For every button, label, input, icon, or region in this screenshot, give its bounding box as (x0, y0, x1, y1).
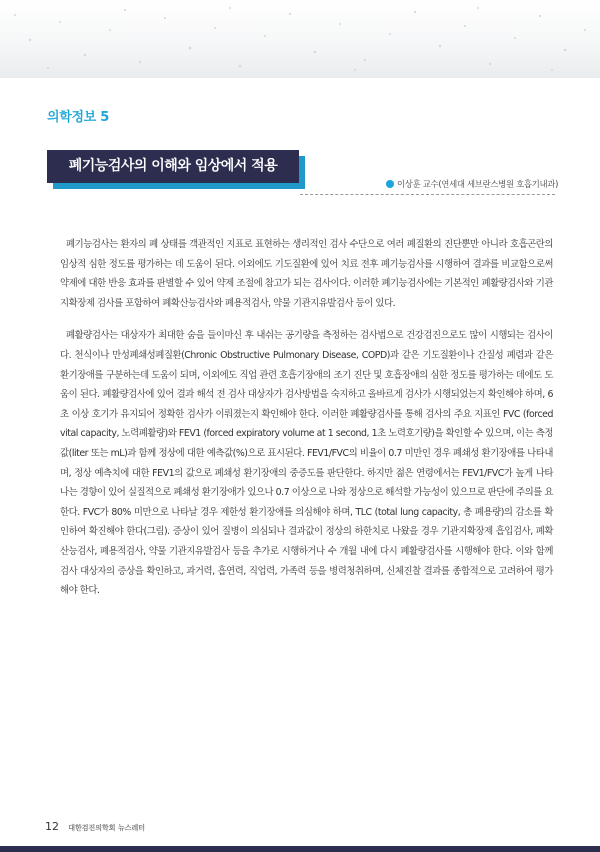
article-body (60, 235, 553, 601)
author-name: 이상훈 교수(연세대 세브란스병원 호흡기내과) (397, 179, 559, 189)
bullet-dot-icon (386, 180, 394, 188)
page-number: 12 (45, 820, 59, 833)
dot-pattern-decoration (0, 0, 600, 78)
header-background (0, 0, 600, 78)
article-title-block (47, 150, 307, 190)
publication-name: 대한검진의학회 뉴스레터 (68, 824, 146, 832)
paragraph-2: 폐활량검사는 대상자가 최대한 숨을 들이마신 후 내쉬는 공기량을 측정하는 검사법으로 건강검진으로도 많이 시행되는 검사이다. 천식이나 만성폐쇄성폐질환(Chronic Obstructive Pulmonary Disease, COPD)과 같은 기도질환이나 간질성 폐렴과 같은 환기장애를 구분하는데 도움이 되며, 이외에도 직업 관련 호흡기장애의 조기 진단 및 호흡장애의 심한 정도를 평가하는 데에도 도움이 된다. 폐활량검사에 있어 결과 해석 전 검사 대상자가 검사방법을 숙지하고 올바르게 검사가 시행되었는지 확인해야 하며, 6초 이상 호기가 유지되어 정확한 검사가 이뤄졌는지 확인해야 한다. 이러한 폐활량검사를 통해 검사의 주요 지표인 FVC (forced vital capacity, 노력폐활량)와 FEV1 (forced expiratory volume at 1 second, 1초 노력호기량)을 확인할 수 있으며, 이는 측정값(liter 또는 mL)과 함께 정상에 대한 예측값(%)으로 표시된다. FEV1/FVC의 비율이 0.7 미만인 경우 폐쇄성 환기장애를 나타내며, 정상 예측치에 대한 FEV1의 값으로 폐쇄성 환기장애의 중증도를 판단한다. 하지만 젊은 연령에서는 FEV1/FVC가 높게 나타나는 경향이 있어 실질적으로 폐쇄성 환기장애가 있으나 0.7 이상으로 나와 정상으로 해석할 가능성이 있으므로 판단에 주의를 요한다. FVC가 80% 미만으로 나타날 경우 제한성 환기장애를 의심해야 하며, TLC (total lung capacity, 총 폐용량)의 감소를 확인하여 확진해야 한다(그림). 증상이 있어 질병이 의심되나 결과값이 정상의 하한치로 나왔을 경우 기관지확장제 흡입검사, 폐확산능검사, 폐용적검사, 약물 기관지유발검사 등을 추가로 시행하거나 수 개월 내에 다시 폐활량검사를 시행해야 한다. 이와 함께 검사 대상자의 증상을 확인하고, 과거력, 흡연력, 직업력, 가족력 등을 병력청취하며, 신체진찰 결과를 종합적으로 고려하여 평가해야 한다. (60, 330, 553, 597)
paragraph-1: 폐기능검사는 환자의 폐 상태를 객관적인 지표로 표현하는 생리적인 검사 수단으로 여러 폐질환의 진단뿐만 아니라 호흡곤란의 임상적 심한 정도를 평가하는 데 도움이 된다. 이외에도 기도질환에 있어 치료 전후 폐기능검사를 시행하여 결과를 비교함으로써 약제에 대한 반응 효과를 판별할 수 있어 약제 조절에 참고가 되는 검사이다. 이러한 폐기능검사에는 기본적인 폐활량검사와 기관지확장제 검사를 포함하여 폐확산능검사와 폐용적검사, 약물 기관지유발검사 등이 있다. (60, 239, 553, 309)
title-divider (300, 194, 555, 195)
author-line (386, 178, 566, 190)
article-title: 폐기능검사의 이해와 임상에서 적용 (68, 158, 278, 174)
bottom-strip (0, 846, 600, 852)
page-footer (45, 820, 145, 833)
section-title: 의학정보 5 (47, 110, 110, 125)
